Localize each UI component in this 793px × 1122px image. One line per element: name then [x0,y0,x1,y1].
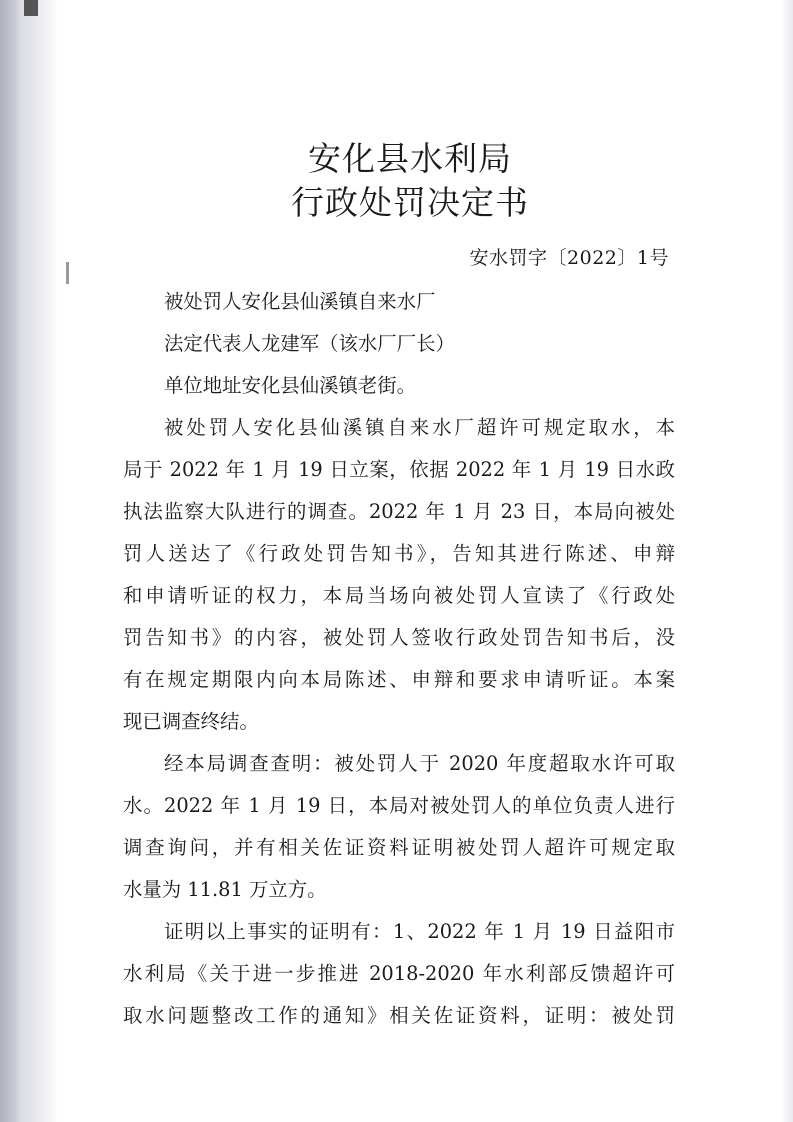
paragraph-line: 水。2022 年 1 月 19 日，本局对被处罚人的单位负责人进行 [123,794,675,817]
agency-title: 安化县水利局 [308,139,512,178]
paragraph-line: 水量为 11.81 万立方。 [123,878,327,901]
paragraph-line: 取水问题整改工作的通知》相关佐证资料，证明：被处罚 [123,1004,675,1027]
paragraph-line: 调查询问，并有相关佐证资料证明被处罚人超许可规定取 [123,836,675,859]
document-type-title: 行政处罚决定书 [291,183,529,222]
scan-mark [24,0,38,16]
document-number: 安水罚字〔2022〕1号 [469,247,669,269]
paragraph-line: 水利局《关于进一步推进 2018-2020 年水利部反馈超许可 [123,962,675,985]
scan-right-edge [781,0,793,1122]
paragraph-line: 罚人送达了《行政处罚告知书》，告知其进行陈述、申辩 [123,542,675,565]
paragraph-line: 执法监察大队进行的调查。2022 年 1 月 23 日，本局向被处 [123,500,675,523]
paragraph-line: 和申请听证的权力，本局当场向被处罚人宣读了《行政处 [123,584,675,607]
punished-party-line: 被处罚人安化县仙溪镇自来水厂 [164,290,436,313]
paragraph-line: 证明以上事实的证明有：1、2022 年 1 月 19 日益阳市 [164,920,675,943]
paragraph-line: 被处罚人安化县仙溪镇自来水厂超许可规定取水，本 [164,416,675,439]
legal-representative-line: 法定代表人龙建军（该水厂厂长） [164,332,455,355]
paragraph-line: 现已调查终结。 [123,710,259,733]
paragraph-line: 经本局调查查明：被处罚人于 2020 年度超取水许可取 [164,752,675,775]
address-line: 单位地址安化县仙溪镇老街。 [164,374,417,397]
paragraph-line: 局于 2022 年 1 月 19 日立案，依据 2022 年 1 月 19 日水政 [123,458,675,481]
scan-mark [66,262,69,284]
paragraph-line: 罚告知书》的内容，被处罚人签收行政处罚告知书后，没 [123,626,675,649]
scan-binding-edge [0,0,20,1122]
paragraph-line: 有在规定期限内向本局陈述、申辩和要求申请听证。本案 [123,668,675,691]
